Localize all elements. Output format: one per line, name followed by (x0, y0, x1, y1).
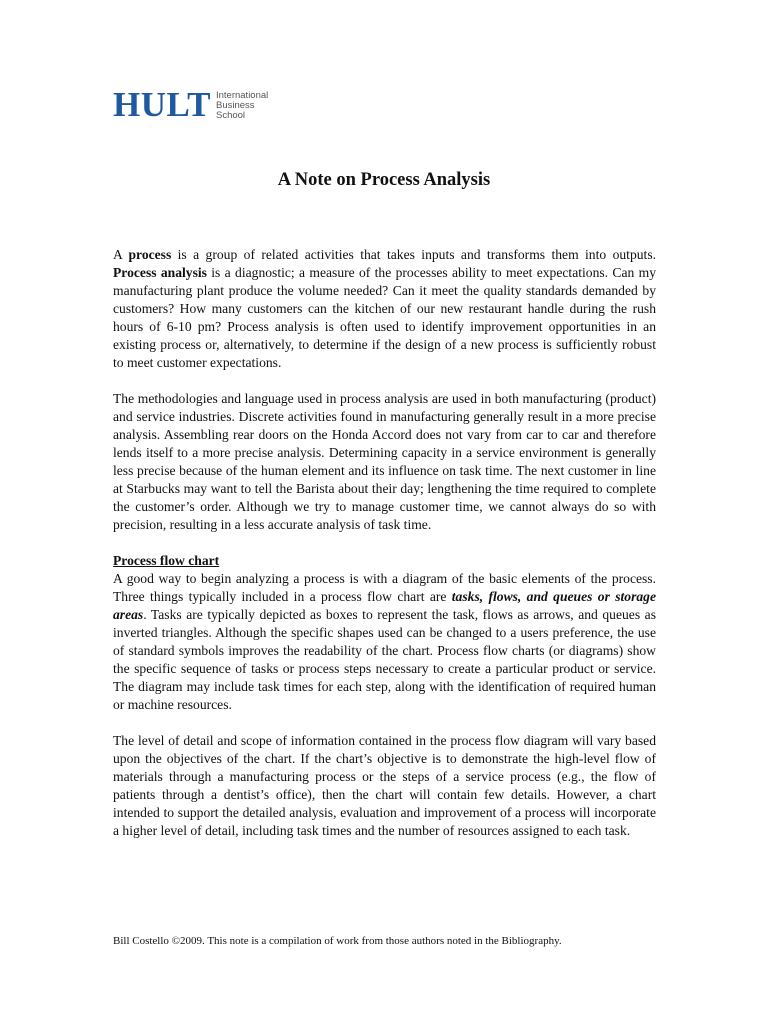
text-run: is a group of related activities that takes inputs and transforms them into outputs. (171, 247, 657, 262)
section-heading: Process flow chart (113, 553, 220, 568)
hult-logo (113, 85, 269, 124)
paragraph-methodologies: The methodologies and language used in process analysis are used in both manufacturing (product) and service industries. Discrete activities found in manufacturing generally result in a more precise analysis. Assembling rear doors on the Honda Accord does not vary from car to car and therefore lends itself to a more precise analysis. Determining capacity in a service environment is generally less precise because of the human element and its influence on task time. The next customer in line at Starbucks may want to tell the Barista about their day; lengthening the time required to complete the customer’s order. Although we try to manage customer time, we cannot always do so with precision, resulting in a less accurate analysis of task time. (113, 391, 656, 532)
text-run: A good way to begin analyzing a process is with a diagram of the basic elements of the process. Three things typically included in a process flow chart are (113, 571, 656, 604)
logo-line-school: School (215, 110, 246, 121)
text-run: is a diagnostic; a measure of the processes ability to meet expectations. Can my manufacturing plant produce the volume needed? Can it meet the quality standards demanded by customers? How many customers can the kitchen of our new restaurant handle during the rush hours of 6-10 pm? Process analysis is often used to identify improvement opportunities in an existing process or, alternatively, to determine if the design of a new process is sufficiently robust to meet customer expectations. (113, 265, 656, 370)
paragraph-flow-chart (113, 570, 656, 714)
document-title: A Note on Process Analysis (277, 170, 491, 190)
term-process-analysis: Process analysis (113, 265, 207, 280)
logo-wordmark: HULT (113, 85, 211, 124)
paragraph-gap (113, 714, 656, 732)
paragraph-gap (113, 372, 656, 390)
document-body (113, 246, 656, 840)
paragraph-intro (113, 246, 656, 372)
page-footer: Bill Costello ©2009. This note is a compilation of work from those authors noted in the Bibliography. (113, 935, 562, 947)
text-run: . Tasks are typically depicted as boxes to represent the task, flows as arrows, and queues as inverted triangles. Although the specific shapes used can be changed to a users preference, the use of standard symbols improves the readability of the chart. Process flow charts (or diagrams) show the specific sequence of tasks or process steps necessary to create a particular product or service. The diagram may include task times for each step, along with the identification of required human or machine resources. (113, 607, 656, 712)
term-process: process (128, 247, 172, 262)
logo-subtitle (216, 91, 268, 121)
paragraph-detail-scope: The level of detail and scope of information contained in the process flow diagram will vary based upon the objectives of the chart. If the chart’s objective is to demonstrate the high-level flow of materials through a manufacturing process or the steps of a service process (e.g., the flow of patients through a dentist’s office), then the chart will contain few details. However, a chart intended to support the detailed analysis, evaluation and improvement of a process will incorporate a higher level of detail, including task times and the number of resources assigned to each task. (113, 733, 656, 838)
logo-line-business: Business (215, 100, 255, 111)
paragraph-gap (113, 534, 656, 552)
emphasis-tasks-flows-queues: tasks, flows, and queues or storage areas (113, 589, 656, 622)
text-run: A (113, 247, 129, 262)
logo-line-international: International (215, 90, 269, 101)
